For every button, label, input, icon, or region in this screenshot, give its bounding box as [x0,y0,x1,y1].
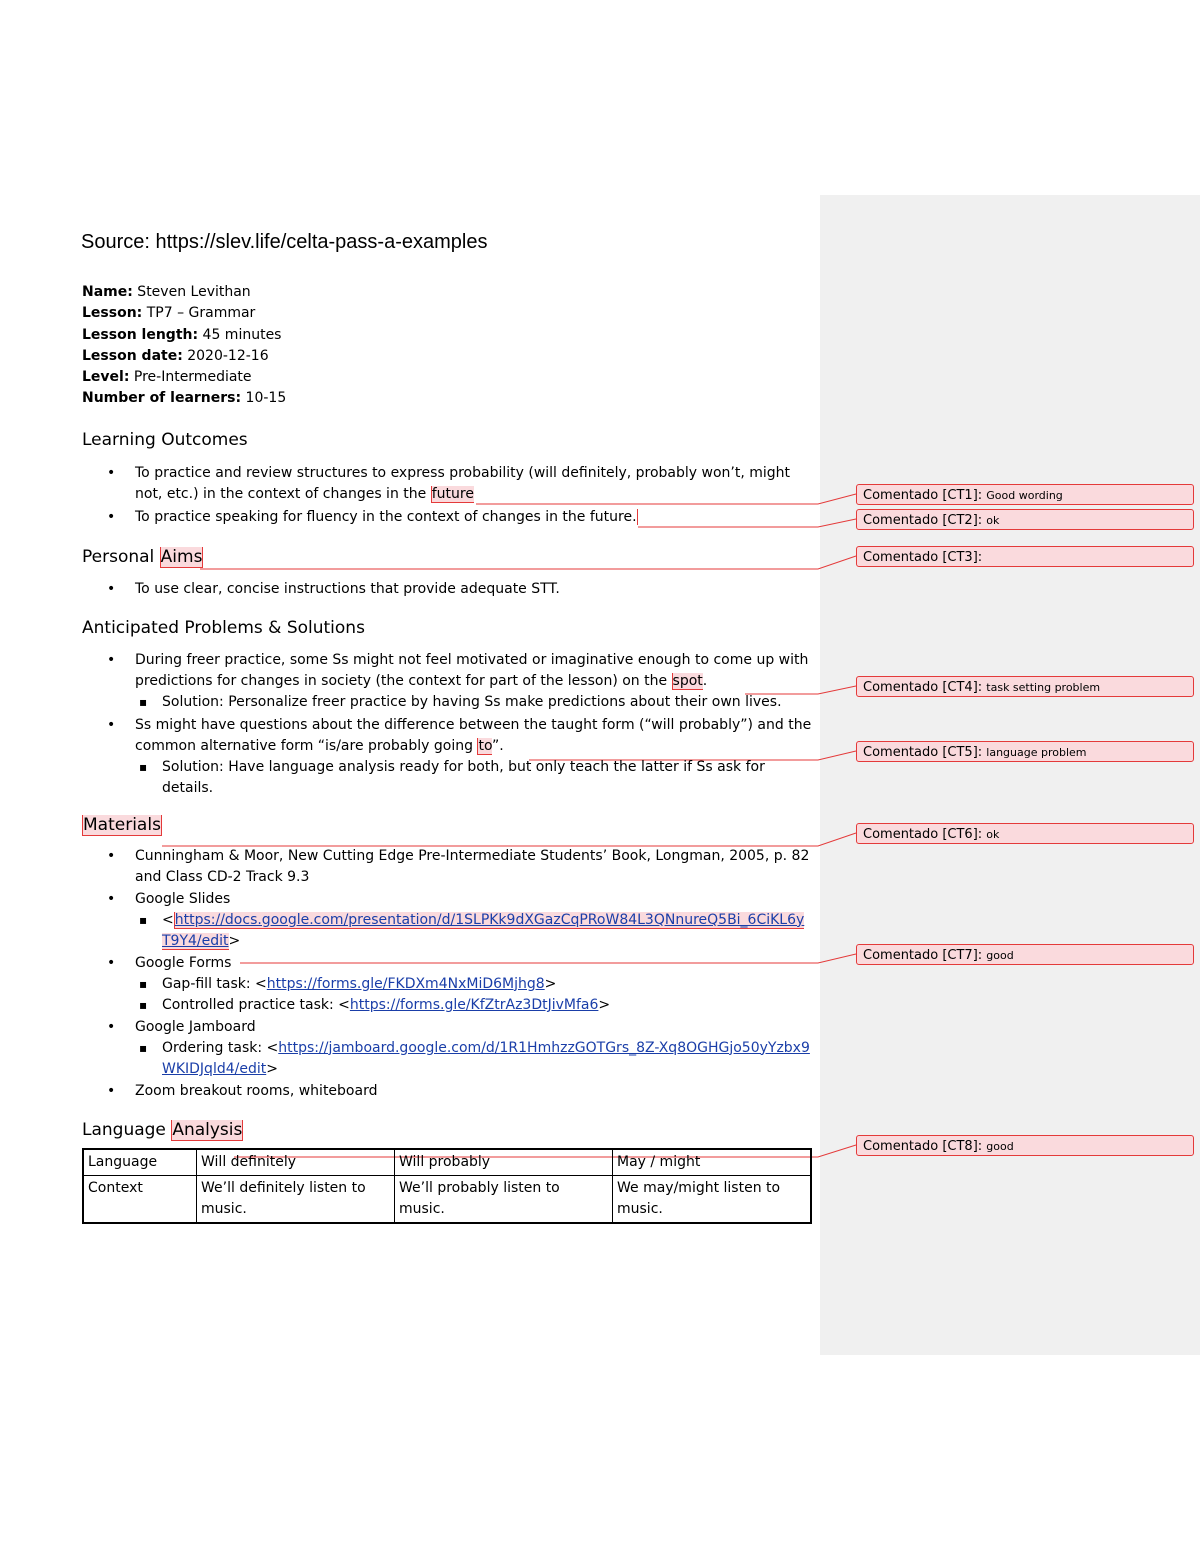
comment-ct1[interactable]: Comentado [CT1]: Good wording [856,484,1194,505]
comment-anchor-ct6[interactable]: Materials [83,814,161,835]
list-item: ▪ Solution: Have language analysis ready for both, but only teach the latter if Ss ask for details. [135,757,812,799]
table-cell: We may/might listen to music. [613,1175,812,1223]
sub-list [135,974,812,1016]
list-item: • Cunningham & Moor, New Cutting Edge Pre-Intermediate Students’ Book, Longman, 2005, p. 82 and Class CD-2 Track 9.3 [82,846,812,888]
learning-outcomes-list [82,463,812,528]
comment-anchor-ct1[interactable]: future [431,485,474,502]
meta-learners: Number of learners: 10-15 [82,390,287,407]
comment-anchor-ct8[interactable]: Analysis [172,1119,243,1140]
materials-list [82,846,812,1102]
list-item: ▪ Solution: Personalize freer practice by having Ss make predictions about their own lives. [135,692,812,713]
table-cell: We’ll probably listen to music. [395,1175,613,1223]
materials-heading [82,813,812,837]
table-row [83,1149,811,1176]
list-item: • Google Slides ▪ <https://docs.google.com/presentation/d/1SLPKk9dXGazCqPRoW84L3QNnureQ5Bi_6CiKL6yT9Y4/edit> [82,889,812,952]
table-cell: Will probably [395,1149,613,1176]
list-item: • Google Forms ▪ Gap-fill task: <https://forms.gle/FKDXm4NxMiD6Mjhg8> ▪ Controlled practice task: <https://forms.gle/KfZtrAz3DtJivMfa6> [82,953,812,1016]
language-analysis-table [82,1148,812,1224]
controlled-practice-link[interactable]: https://forms.gle/KfZtrAz3DtJivMfa6 [349,996,599,1013]
sub-list [135,757,812,799]
lesson-metadata [82,282,812,410]
comment-ct6[interactable]: Comentado [CT6]: ok [856,823,1194,844]
list-item: • Zoom breakout rooms, whiteboard [82,1081,812,1102]
table-cell: Context [83,1175,197,1223]
comment-ct3[interactable]: Comentado [CT3]: [856,546,1194,567]
personal-aims-list [82,579,812,600]
source-line: Source: https://slev.life/celta-pass-a-examples [81,231,488,253]
meta-lesson-length: Lesson length: 45 minutes [82,326,282,343]
table-cell: We’ll definitely listen to music. [197,1175,395,1223]
personal-aims-heading: Personal Aims [82,546,203,567]
list-item: ▪ Controlled practice task: <https://forms.gle/KfZtrAz3DtJivMfa6> [135,995,812,1016]
list-item: ▪ Gap-fill task: <https://forms.gle/FKDXm4NxMiD6Mjhg8> [135,974,812,995]
sub-list [135,910,812,952]
list-item: • To use clear, concise instructions that provide adequate STT. [82,579,812,600]
list-item: • During freer practice, some Ss might not feel motivated or imaginative enough to come up with predictions for changes in society (the context for part of the lesson) on the spot. ▪ Solution: Personalize freer practice by having Ss make predictions about their own lives. [82,650,812,713]
table-row [83,1175,811,1223]
list-item: • To practice and review structures to express probability (will definitely, probably won’t, might not, etc.) in the context of changes in the future [82,463,812,505]
comment-ct7[interactable]: Comentado [CT7]: good [856,944,1194,965]
comment-ct4[interactable]: Comentado [CT4]: task setting problem [856,676,1194,697]
problems-heading: Anticipated Problems & Solutions [82,617,365,638]
list-item: • Google Jamboard ▪ Ordering task: <https://jamboard.google.com/d/1R1HmhzzGOTGrs_8Z-Xq8OGHGjo50yYzbx9WKIDJqld4/edit> [82,1017,812,1080]
comment-anchor-ct5[interactable]: to [478,737,493,754]
document-body [82,228,812,1224]
ordering-task-link[interactable]: https://jamboard.google.com/d/1R1HmhzzGOTGrs_8Z-Xq8OGHGjo50yYzbx9WKIDJqld4/edit [162,1039,810,1077]
meta-level: Level: Pre-Intermediate [82,369,252,386]
problems-list [82,650,812,799]
language-analysis-heading: Language Analysis [82,1119,243,1140]
meta-lesson-date: Lesson date: 2020-12-16 [82,347,269,364]
list-item: • Ss might have questions about the difference between the taught form (“will probably”) and the common alternative form “is/are probably going to”. ▪ Solution: Have language analysis ready for both, but only teach the latter if Ss ask for details. [82,715,812,799]
sub-list [135,1038,812,1080]
comment-ct5[interactable]: Comentado [CT5]: language problem [856,741,1194,762]
list-item: ▪ <https://docs.google.com/presentation/d/1SLPKk9dXGazCqPRoW84L3QNnureQ5Bi_6CiKL6yT9Y4/edit> [135,910,812,952]
sub-list [135,692,812,713]
table-cell: Will definitely [197,1149,395,1176]
comment-ct8[interactable]: Comentado [CT8]: good [856,1135,1194,1156]
meta-lesson: Lesson: TP7 – Grammar [82,305,256,322]
learning-outcomes-heading: Learning Outcomes [82,429,248,450]
slides-link[interactable]: https://docs.google.com/presentation/d/1SLPKk9dXGazCqPRoW84L3QNnureQ5Bi_6CiKL6yT9Y4/edit [162,911,805,949]
list-item: ▪ Ordering task: <https://jamboard.google.com/d/1R1HmhzzGOTGrs_8Z-Xq8OGHGjo50yYzbx9WKIDJqld4/edit> [135,1038,812,1080]
table-cell: Language [83,1149,197,1176]
table-cell: May / might [613,1149,812,1176]
comment-anchor-ct3[interactable]: Aims [160,546,203,567]
comment-anchor-ct4[interactable]: spot [672,672,703,689]
list-item: • To practice speaking for fluency in the context of changes in the future. [82,507,812,528]
comment-ct2[interactable]: Comentado [CT2]: ok [856,509,1194,530]
meta-name: Name: Steven Levithan [82,284,251,300]
gapfill-link[interactable]: https://forms.gle/FKDXm4NxMiD6Mjhg8 [266,975,545,992]
